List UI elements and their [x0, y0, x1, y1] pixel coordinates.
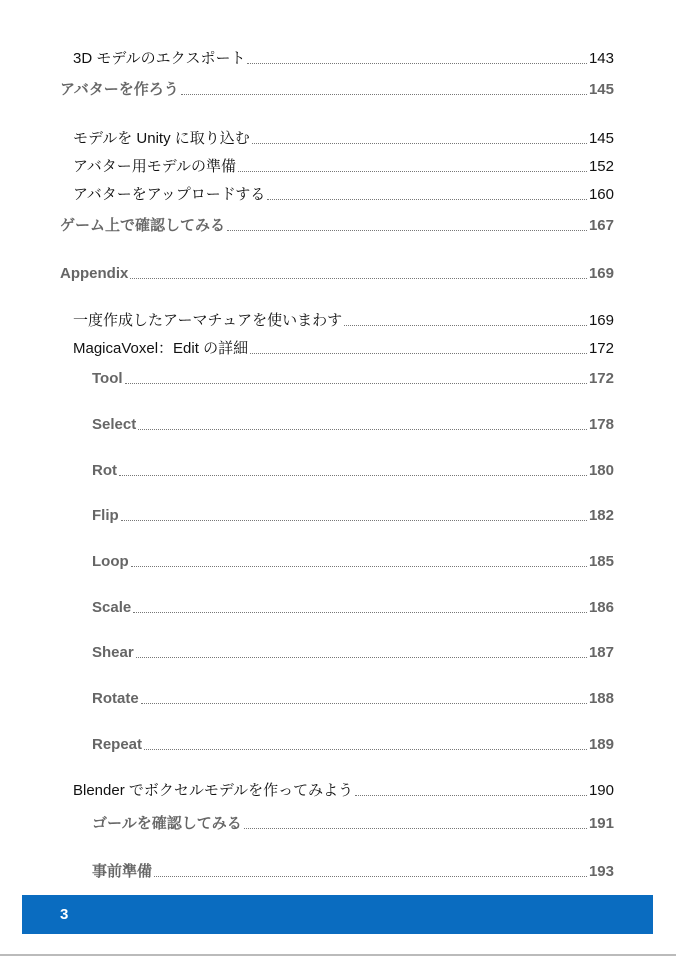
toc-entry-page: 167: [588, 217, 614, 234]
toc-leader: [267, 198, 587, 200]
toc-leader: [355, 794, 587, 796]
toc-entry-title: アバターを作ろう: [60, 81, 179, 98]
toc-leader: [119, 474, 587, 476]
toc-entry-title: 3D モデルのエクスポート: [73, 50, 246, 67]
toc-leader: [130, 277, 587, 279]
toc-entry: [60, 217, 614, 235]
toc-entry-title: モデルを Unity に取り込む: [73, 130, 250, 147]
toc-entry-title: Appendix: [60, 265, 129, 282]
toc-leader: [125, 382, 587, 384]
toc-entry-page: 169: [588, 265, 614, 282]
toc-entry: [92, 863, 614, 881]
toc-leader: [133, 611, 587, 613]
toc-entry-title: アバター用モデルの準備: [73, 158, 237, 175]
toc-entry-title: 一度作成したアーマチュアを使いまわす: [73, 312, 343, 329]
toc-leader: [141, 702, 587, 704]
toc-entry-page: 169: [588, 312, 614, 329]
toc-entry-title: Rotate: [92, 690, 139, 707]
toc-entry: [92, 507, 614, 525]
toc-entry-page: 178: [588, 416, 614, 433]
toc-entry-title: Loop: [92, 553, 129, 570]
toc-entry: [73, 340, 614, 358]
toc-entry-page: 172: [588, 340, 614, 357]
toc-entry-page: 188: [588, 690, 614, 707]
toc-entry-title: Rot: [92, 462, 117, 479]
toc-leader: [252, 142, 587, 144]
toc-leader: [136, 656, 587, 658]
toc-entry-page: 152: [588, 158, 614, 175]
toc-entry: [73, 50, 614, 68]
toc-entry-title: ゲーム上で確認してみる: [60, 217, 226, 234]
toc-entry-page: 145: [588, 81, 614, 98]
toc-entry: [60, 265, 614, 283]
toc-entry: [73, 782, 614, 800]
toc-entry-title: ゴールを確認してみる: [92, 815, 242, 832]
toc-leader: [181, 93, 587, 95]
toc-entry-title: Select: [92, 416, 137, 433]
toc-entry: [92, 644, 614, 662]
toc-entry-title: 事前準備: [92, 863, 153, 880]
toc-leader: [144, 748, 587, 750]
toc-entry: [92, 370, 614, 388]
toc-entry-page: 189: [588, 736, 614, 753]
toc-entry-page: 143: [588, 50, 614, 67]
toc-entry-page: 190: [588, 782, 614, 799]
toc-leader: [247, 62, 587, 64]
toc-leader: [227, 229, 587, 231]
toc-leader: [138, 428, 587, 430]
toc-entry: [92, 599, 614, 617]
toc-entry-title: Scale: [92, 599, 132, 616]
toc-entry-page: 193: [588, 863, 614, 880]
toc-entry-title: Flip: [92, 507, 119, 524]
toc-entry-page: 185: [588, 553, 614, 570]
toc-entry-title: Tool: [92, 370, 123, 387]
toc-entry: [92, 553, 614, 571]
toc-leader: [238, 170, 587, 172]
toc-leader: [344, 324, 587, 326]
toc-entry: [92, 416, 614, 434]
toc-entry-title: Shear: [92, 644, 134, 661]
bottom-divider: [0, 954, 676, 956]
toc-entry-page: 191: [588, 815, 614, 832]
toc-leader: [121, 519, 587, 521]
toc-entry: [92, 690, 614, 708]
toc-leader: [131, 565, 587, 567]
toc-entry: [73, 312, 614, 330]
toc-entry-title: Blender でボクセルモデルを作ってみよう: [73, 782, 354, 799]
toc-entry: [60, 81, 614, 99]
toc-entry-page: 145: [588, 130, 614, 147]
toc-entry: [73, 158, 614, 176]
toc-entry: [92, 462, 614, 480]
toc-entry: [73, 186, 614, 204]
toc-entry-page: 172: [588, 370, 614, 387]
toc-entry-page: 180: [588, 462, 614, 479]
page-footer-bar: [22, 895, 653, 934]
toc-entry: [92, 815, 614, 833]
toc-entry-page: 186: [588, 599, 614, 616]
toc-entry-title: MagicaVoxel：Edit の詳細: [73, 340, 249, 357]
toc-entry-title: Repeat: [92, 736, 143, 753]
toc-entry-page: 182: [588, 507, 614, 524]
toc-leader: [244, 827, 587, 829]
toc-entry-title: アバターをアップロードする: [73, 186, 266, 203]
toc-leader: [250, 352, 587, 354]
toc-entry: [73, 130, 614, 148]
toc-entry-page: 187: [588, 644, 614, 661]
page-number: 3: [60, 906, 69, 923]
toc-entry-page: 160: [588, 186, 614, 203]
toc-entry: [92, 736, 614, 754]
toc-leader: [154, 875, 587, 877]
